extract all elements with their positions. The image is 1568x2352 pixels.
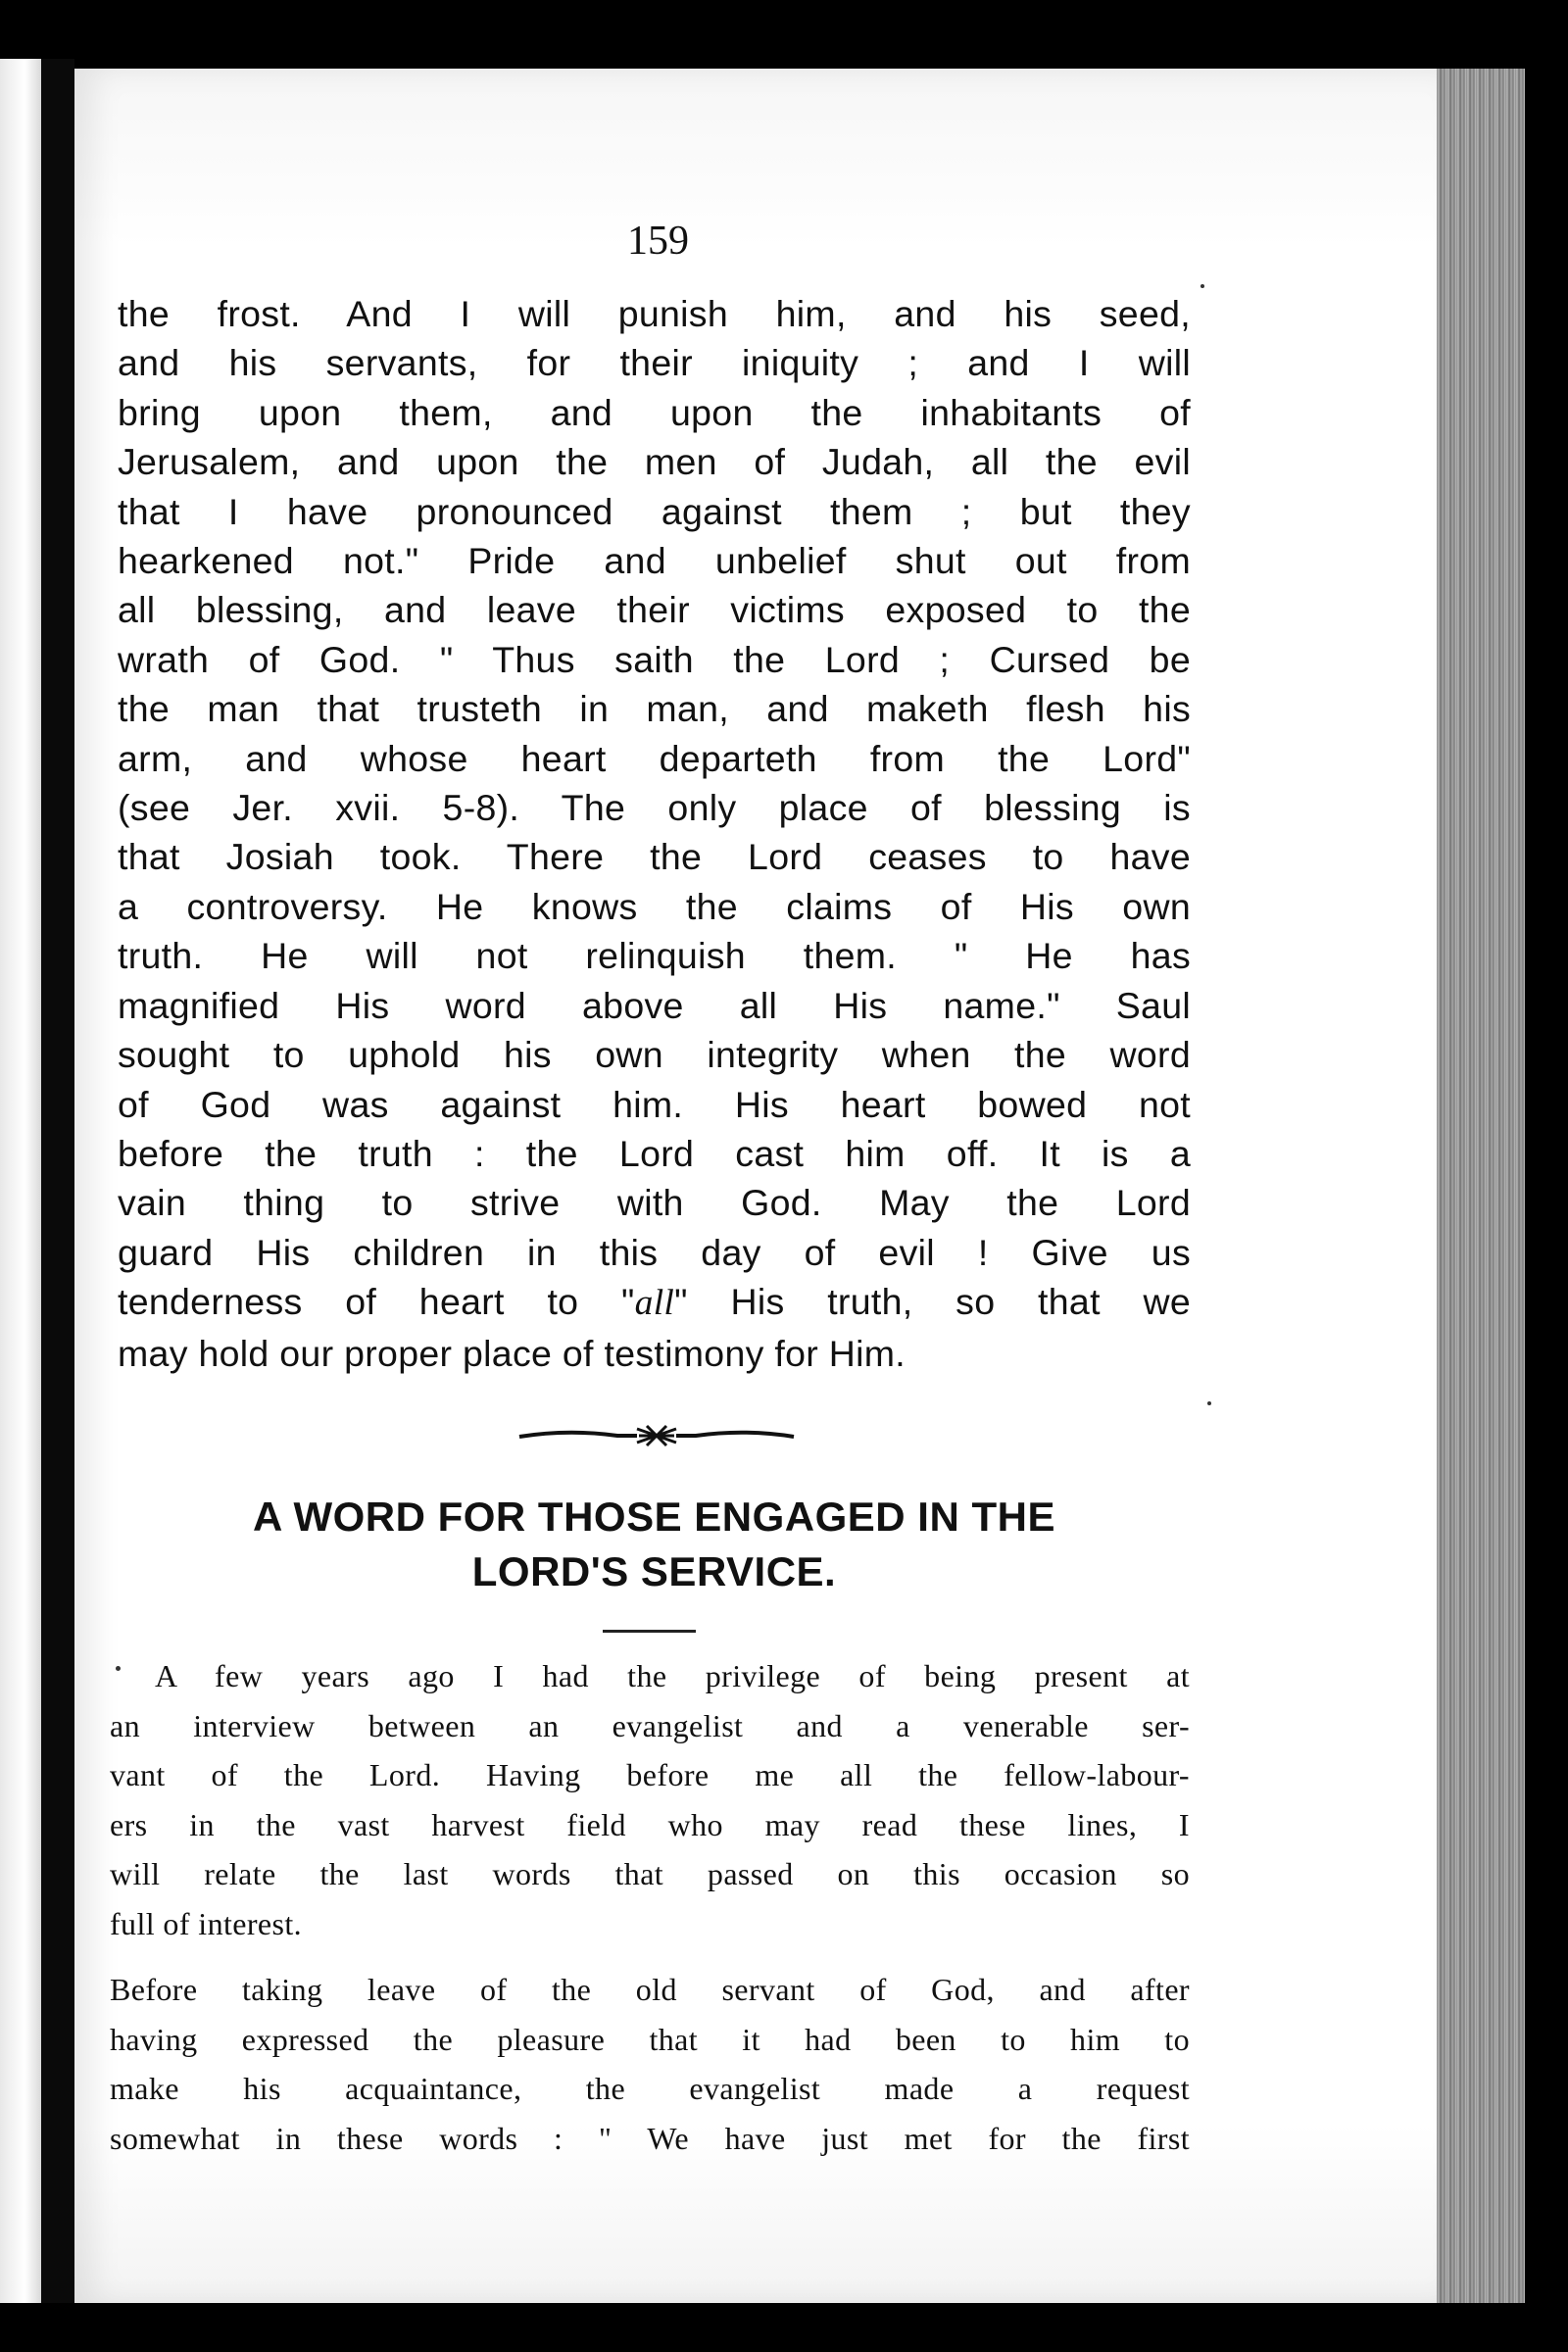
paragraph-last-line: full of interest.: [110, 1905, 303, 1941]
text-line: truth. He will not relinquish them. " He has: [118, 935, 1191, 977]
body-line-emphasis: [118, 1277, 1191, 1328]
body-last-line: may hold our proper place of testimony for Him.: [118, 1332, 906, 1374]
heading-rule: [603, 1630, 696, 1633]
scan-border: [1525, 0, 1568, 2352]
scan-speck: [1207, 1401, 1211, 1405]
body-line-text: tenderness of heart to ": [118, 1281, 635, 1323]
text-line: that Josiah took. There the Lord ceases to have: [118, 836, 1191, 878]
text-line: and his servants, for their iniquity ; and I will: [118, 342, 1191, 384]
text-line: ers in the vast harvest field who may read these lines, I: [110, 1806, 1190, 1842]
text-line: somewhat in these words : " We have just met for the first: [110, 2120, 1190, 2156]
text-line: a controversy. He knows the claims of His own: [118, 885, 1191, 927]
text-line: an interview between an evangelist and a venerable ser-: [110, 1707, 1190, 1743]
text-line: the frost. And I will punish him, and his seed,: [118, 293, 1191, 334]
text-line: of God was against him. His heart bowed not: [118, 1083, 1191, 1125]
text-line: will relate the last words that passed on this occasion so: [110, 1856, 1190, 1891]
scan-speck: [1200, 284, 1204, 288]
text-line: sought to uphold his own integrity when the word: [118, 1034, 1191, 1076]
text-line: arm, and whose heart departeth from the Lord": [118, 737, 1191, 779]
paragraph-lines: [110, 1965, 1190, 2163]
left-page-edge: [0, 59, 41, 2303]
text-line: hearkened not." Pride and unbelief shut out from: [118, 540, 1191, 582]
text-line: A few years ago I had the privilege of being present at: [155, 1658, 1190, 1693]
text-line: vain thing to strive with God. May the Lord: [118, 1182, 1191, 1224]
text-line: magnified His word above all His name." Saul: [118, 984, 1191, 1026]
text-line: bring upon them, and upon the inhabitants of: [118, 391, 1191, 433]
text-line: make his acquaintance, the evangelist made a request: [110, 2071, 1190, 2106]
page-number: 159: [627, 219, 689, 264]
text-line: vant of the Lord. Having before me all the fellow-labour-: [110, 1757, 1190, 1792]
section-paragraph-2: [110, 1965, 1190, 2163]
body-line-text: " His truth, so that we: [674, 1281, 1192, 1323]
text-line: having expressed the pleasure that it had been to him to: [110, 2021, 1190, 2057]
section-divider-ornament: [510, 1421, 804, 1450]
text-line: (see Jer. xvii. 5-8). The only place of blessing is: [118, 787, 1191, 829]
text-line: guard His children in this day of evil ! Give us: [118, 1231, 1191, 1273]
body-text: [118, 289, 1191, 1378]
body-paragraph: [118, 289, 1191, 1277]
heading-line: LORD'S SERVICE.: [471, 1548, 837, 1594]
heading-line: A WORD FOR THOSE ENGAGED IN THE: [253, 1494, 1055, 1540]
text-line: wrath of God. " Thus saith the Lord ; Cursed be: [118, 638, 1191, 680]
text-line: Before taking leave of the old servant of God, and after: [110, 1972, 1190, 2007]
text-line: Jerusalem, and upon the men of Judah, all the evil: [118, 441, 1191, 483]
section-paragraph-1: [110, 1651, 1190, 1948]
section-heading: [118, 1490, 1191, 1599]
book-gutter: [41, 59, 74, 2303]
text-line: before the truth : the Lord cast him off. It is a: [118, 1132, 1191, 1174]
text-line: the man that trusteth in man, and maketh flesh his: [118, 688, 1191, 730]
text-line: all blessing, and leave their victims exposed to the: [118, 589, 1191, 631]
emphasized-word: all: [634, 1283, 675, 1324]
scan-speck: [116, 1666, 121, 1671]
paragraph-lines: [110, 1651, 1190, 1899]
text-line: that I have pronounced against them ; but they: [118, 490, 1191, 532]
page-stack-edge: [1437, 69, 1525, 2303]
